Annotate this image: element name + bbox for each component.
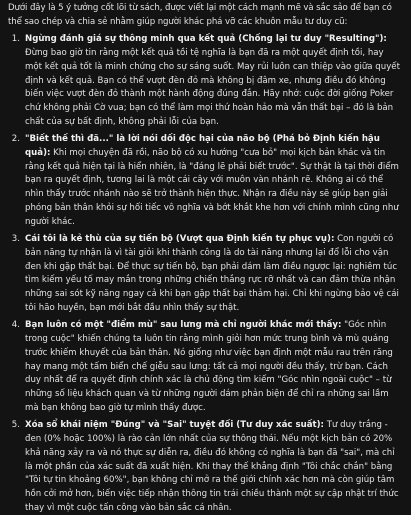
item-text: Đừng bao giờ tin rằng một kết quả tồi tệ nghĩa là bạn đã ra một quyết định tồi, hay một kết quả tốt là minh chứng cho sự sáng suốt. May rủi luôn can thiệp vào giữa quyết định và kết quả. Bạn có thể vượt đèn đỏ mà không bị đâm xe, nhưng điều đó không biến việc vượt đèn đỏ thành một hành động đúng đắn. Hãy nhớ: cuộc đời giống Poker chứ không phải Cờ vua; bạn có thể làm mọi thứ hoàn hảo mà vẫn thất bại – đó là bản chất của sự bất định, không phải lỗi của bạn. (25, 48, 400, 127)
item-body (25, 419, 403, 515)
intro-paragraph: Dưới đây là 5 ý tưởng cốt lõi từ sách, được viết lại một cách mạnh mẽ và sắc sảo để bạn có thể sao chép và chia sẻ nhằm giúp người khác phá vỡ các khuôn mẫu tư duy cũ: (8, 3, 392, 27)
item-text: Con người có bản năng tự nhận là vì tài giỏi khi thành công là do tài năng nhưng lại đổ lỗi cho vận đen khi gặp thất bại. Để thực sự tiến bộ, bạn phải dám làm điều ngược lại: nghiêm túc tìm kiếm yếu tố may mắn trong những chiến thắng rực rỡ nhất và can đảm thừa nhận những sai sót kỹ năng ngay cả khi bạn gặp thất bại thảm hại. Chỉ khi ngừng bảo vệ cái tôi hão huyền, bạn mới bắt đầu nhìn thấy sự thật. (25, 234, 399, 313)
item-number: 1. (11, 34, 20, 45)
item-text: Khi mọi chuyện đã rồi, não bộ có xu hướng "cưa bỏ" mọi kịch bản khác và tin rằng kết quả hiện tại là hiển nhiên, là "đáng lẽ phải biết trước". Sự thật là tại thời điểm bạn ra quyết định, tương lai là một cái cây với muôn vàn nhánh rẽ. Không ai có thể nhìn thấy trước nhánh nào sẽ trở thành hiện thực. Nhận ra điều này sẽ giúp bạn giải phóng bản thân khỏi sự hối tiếc vô nghĩa và bớt khắt khe hơn với chính mình cũng như người khác. (25, 148, 399, 227)
item-title: Bạn luôn có một "điểm mù" sau lưng mà chỉ người khác mới thấy: (25, 320, 342, 331)
item-body (25, 233, 403, 315)
list-item (8, 233, 403, 315)
item-title: Xóa sổ khái niệm "Đúng" và "Sai" tuyệt đối (Tư duy xác suất): (25, 420, 324, 431)
item-title: "Biết thế thì đã..." là lời nói dối độc hại của não bộ (Phá bỏ Định kiến hậu quả): (25, 134, 380, 159)
item-number: 4. (11, 320, 20, 331)
idea-list (8, 33, 403, 515)
item-number: 2. (11, 134, 20, 145)
item-text: Tư duy trắng - đen (0% hoặc 100%) là rào cản lớn nhất của sự thông thái. Nếu một kịch bản có 20% khả năng xảy ra và nó thực sự diễn ra, điều đó không có nghĩa là bạn đã "sai", mà chỉ là một phần của xác suất đã xuất hiện. Khi thay thế khẳng định "Tôi chắc chắn" bằng "Tôi tự tin khoảng 60%", bạn không chỉ mở ra thế giới chính xác hơn mà còn giúp tâm hồn cởi mở hơn, biến việc tiếp nhận thông tin trái chiều thành một sự cập nhật trí thức thay vì một cuộc tấn công vào bản sắc cá nhân. (25, 420, 399, 513)
item-title: Cái tôi là kẻ thù của sự tiến bộ (Vượt qua Định kiến tự phục vụ): (25, 234, 335, 245)
item-body (25, 133, 403, 229)
item-number: 3. (11, 234, 20, 245)
list-item (8, 419, 403, 515)
list-item (8, 319, 403, 415)
item-body (25, 319, 403, 415)
item-number: 5. (11, 420, 20, 431)
list-item (8, 133, 403, 229)
item-title: Ngừng đánh giá sự thông minh qua kết quả (Chống lại tư duy "Resulting"): (25, 34, 387, 45)
item-body (25, 33, 403, 129)
list-item (8, 33, 403, 129)
item-text: "Góc nhìn trong cuộc" khiến chúng ta luôn tin rằng mình giỏi hơn mức trung bình và mù quáng trước khiếm khuyết của bản thân. Nó giống như việc bạn định một mẫu rau trên răng hay mang một tấm biển chế giễu sau lưng: tất cả mọi người đều thấy, trừ bạn. Cách duy nhất để ra quyết định chính xác là chủ động tìm kiếm "Góc nhìn ngoài cuộc" – từ những số liệu khách quan và từ những người dám phản biện để chỉ ra những sai lầm mà bạn không bao giờ tự mình thấy được. (25, 320, 393, 413)
